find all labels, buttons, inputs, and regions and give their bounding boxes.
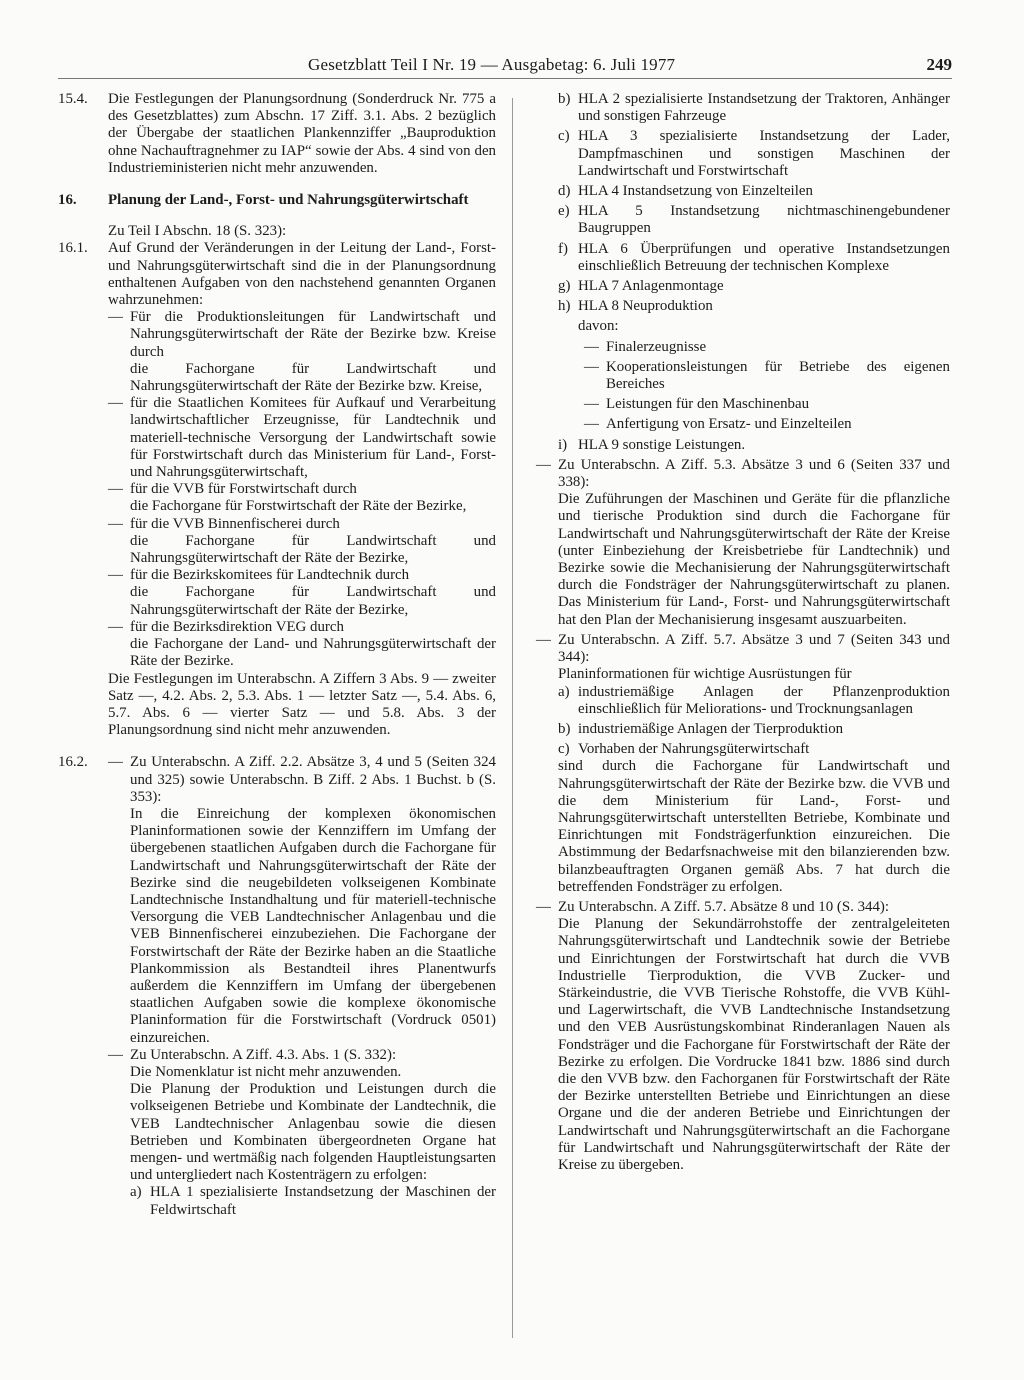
list-item	[108, 309, 496, 395]
list-item-text: die Fachorgane für Landwirtschaft und Nahrungsgüterwirtschaft der Räte der Bezirke,	[130, 532, 496, 567]
list-item-text: Die Planung der Produktion und Leistungen durch die volkseigenen Betriebe und Kombinate der Landtechnik, die VEB Landtechnischer Anlagenbau sowie die diesen Betrieben und Kombinaten übergeordneten Organe hat mengen- und wertmäßig nach folgenden Hauptleistungsarten und untergliedert nach Kostenträgern zu erfolgen:	[130, 1081, 496, 1184]
item-label: f)	[558, 240, 568, 257]
dash-marker: —	[536, 631, 551, 648]
dash-marker: —	[108, 309, 123, 326]
item-label: g)	[558, 278, 571, 295]
hla-item	[558, 278, 950, 295]
section-reference: Zu Teil I Abschn. 18 (S. 323):	[108, 223, 287, 240]
item-text: HLA 8 Neuproduktion	[578, 298, 713, 315]
item-text: HLA 5 Instandsetzung nichtmaschinengebundener Baugruppen	[578, 203, 950, 237]
item-label: d)	[558, 183, 571, 200]
davon-item-text: Finalerzeugnisse	[606, 338, 707, 355]
list-item	[108, 1047, 496, 1219]
left-column	[58, 91, 496, 1219]
list-item-text: die Fachorgane für Landwirtschaft und Nahrungsgüterwirtschaft der Räte der Bezirke bzw. Kreise,	[130, 360, 496, 395]
dash-marker: —	[108, 567, 123, 584]
section-number: 16.	[58, 192, 77, 209]
hla-item	[558, 183, 950, 200]
equipment-item	[558, 684, 950, 718]
list-item-text: die Fachorgane für Forstwirtschaft der Räte der Bezirke,	[130, 498, 467, 515]
section-intro: Auf Grund der Veränderungen in der Leitung der Land-, Forst- und Nahrungsgüterwirtschaft sind die in der Planungsordnung enthaltenen Aufgaben von den nachstehend genannten Organen wahrzunehmen:	[108, 240, 496, 309]
davon-item	[578, 339, 950, 356]
right-column	[536, 91, 950, 1174]
page-number: 249	[926, 55, 952, 74]
list-item	[108, 567, 496, 619]
list-item-text: für die Bezirkskomitees für Landtechnik durch	[130, 567, 410, 584]
list-item	[108, 619, 496, 671]
list-item-heading: Zu Unterabschn. A Ziff. 5.3. Absätze 3 und 6 (Seiten 337 und 338):	[558, 456, 950, 491]
dash-marker: —	[536, 898, 551, 915]
dash-marker: —	[108, 1046, 123, 1063]
davon-item-text: Anfertigung von Ersatz- und Einzelteilen	[606, 416, 852, 433]
dash-marker: —	[584, 416, 599, 433]
list-item-text: Planinformationen für wichtige Ausrüstungen für	[558, 666, 852, 683]
section-closing: Die Festlegungen im Unterabschn. A Ziffern 3 Abs. 9 — zweiter Satz —, 4.2. Abs. 2, 5.3. Abs. 1 — letzter Satz —, 5.4. Abs. 6, 5.7. Abs. 6 — vierter Satz — und 5.8. Abs. 3 der Planungsordnung sind nicht mehr anzuwenden.	[108, 670, 496, 739]
header-title: Gesetzblatt Teil I Nr. 19 — Ausgabetag: 6. Juli 1977	[308, 55, 676, 74]
item-text: Vorhaben der Nahrungsgüterwirtschaft	[578, 741, 810, 758]
list-item-text: sind durch die Fachorgane für Landwirtschaft und Nahrungsgüterwirtschaft der Räte der Bezirke bzw. die VVB und die dem Ministerium für Land-, Forst- und Nahrungsgüterwirtschaft unterstellten Betriebe, Kombinate und Einrichtungen mit Fondsträgerfunktion einzureichen. Die Abstimmung der Bedarfsnachweise mit den bilanzierenden bzw. bilanzbeauftragten Organen gemäß Abs. 7 hat durch die betreffenden Fondsträger zu erfolgen.	[558, 758, 950, 895]
hla-item	[558, 241, 950, 275]
dash-marker: —	[108, 515, 123, 532]
item-text: HLA 9 sonstige Leistungen.	[578, 436, 746, 453]
item-text: industriemäßige Anlagen der Pflanzenproduktion einschließlich für Meliorations- und Trocknungsanlagen	[578, 683, 950, 717]
list-item-text: Für die Produktionsleitungen für Landwirtschaft und Nahrungsgüterwirtschaft der Räte der Bezirke bzw. Kreise durch	[130, 309, 496, 360]
davon-item	[578, 359, 950, 393]
dash-marker: —	[584, 358, 599, 375]
dash-marker: —	[108, 395, 123, 412]
hla-item	[558, 203, 950, 237]
list-item	[108, 754, 496, 1046]
item-label: c)	[558, 128, 570, 145]
davon-item-text: Kooperationsleistungen für Betriebe des eigenen Bereiches	[606, 358, 950, 393]
davon-item	[578, 396, 950, 413]
column-divider	[512, 98, 513, 1338]
list-item-text: für die Staatlichen Komitees für Aufkauf und Verarbeitung landwirtschaftlicher Erzeugnisse, für Landtechnik und materiell-technische Versorgung der Landwirtschaft sowie für Forstwirtschaft durch das Ministerium für Land-, Forst- und Nahrungsgüterwirtschaft,	[130, 395, 496, 481]
item-text: HLA 6 Überprüfungen und operative Instandsetzungen einschließlich Betreuung der technischen Komplexe	[578, 240, 950, 274]
page-header	[58, 54, 952, 79]
list-item-heading: Zu Unterabschn. A Ziff. 2.2. Absätze 3, 4 und 5 (Seiten 324 und 325) sowie Unterabschn. B Ziff. 2 Abs. 1 Buchst. b (S. 353):	[130, 754, 496, 805]
dash-marker: —	[108, 618, 123, 635]
list-item-text: für die VVB Binnenfischerei durch	[130, 515, 340, 532]
dash-marker: —	[536, 456, 551, 473]
list-item-text: Die Nomenklatur ist nicht mehr anzuwenden.	[130, 1063, 402, 1080]
list-item	[536, 632, 950, 896]
item-label: a)	[130, 1184, 142, 1201]
section-15-4	[58, 91, 496, 177]
davon-label: davon:	[578, 318, 619, 335]
dash-marker: —	[108, 481, 123, 498]
davon-item-text: Leistungen für den Maschinenbau	[606, 396, 810, 413]
item-label: c)	[558, 741, 570, 758]
section-text: Die Festlegungen der Planungsordnung (Sonderdruck Nr. 775 a des Gesetzblattes) zum Abschn. 17 Ziff. 3.1. Abs. 2 bezüglich der Übergabe der staatlichen Plankennziffer „Bauproduktion ohne Nachauftragnehmer zu IAP“ sowie der Abs. 4 sind von den Industrieministerien nicht mehr anzuwenden.	[108, 91, 496, 176]
list-item	[108, 481, 496, 515]
list-item-heading: Zu Unterabschn. A Ziff. 5.7. Absätze 3 und 7 (Seiten 343 und 344):	[558, 631, 950, 666]
list-item	[108, 516, 496, 568]
item-text: HLA 3 spezialisierte Instandsetzung der Lader, Dampfmaschinen und sonstigen Maschinen der Landwirtschaft und Forstwirtschaft	[578, 128, 950, 179]
section-heading: Planung der Land-, Forst- und Nahrungsgüterwirtschaft	[108, 192, 469, 209]
section-16	[58, 192, 496, 240]
item-text: HLA 1 spezialisierte Instandsetzung der Maschinen der Feldwirtschaft	[150, 1184, 496, 1218]
section-number: 16.2.	[58, 754, 88, 771]
item-label: e)	[558, 203, 570, 220]
equipment-item	[558, 741, 950, 758]
hla-item	[130, 1184, 496, 1218]
section-16-2	[58, 754, 496, 1218]
item-label: b)	[558, 91, 571, 107]
list-item	[536, 457, 950, 629]
dash-marker: —	[108, 754, 123, 771]
list-item-text: die Fachorgane für Landwirtschaft und Nahrungsgüterwirtschaft der Räte der Bezirke,	[130, 584, 496, 618]
section-number: 16.1.	[58, 240, 88, 257]
item-text: HLA 4 Instandsetzung von Einzelteilen	[578, 183, 813, 200]
list-item	[108, 395, 496, 481]
item-label: i)	[558, 436, 568, 453]
section-number: 15.4.	[58, 91, 88, 107]
item-text: industriemäßige Anlagen der Tierproduktion	[578, 720, 844, 737]
item-label: a)	[558, 683, 570, 700]
list-item-heading: Zu Unterabschn. A Ziff. 4.3. Abs. 1 (S. 332):	[130, 1046, 397, 1063]
section-16-1	[58, 240, 496, 739]
dash-marker: —	[584, 396, 599, 413]
item-text: HLA 7 Anlagenmontage	[578, 278, 724, 295]
davon-item	[578, 416, 950, 433]
list-item	[536, 899, 950, 1174]
list-item-heading: Zu Unterabschn. A Ziff. 5.7. Absätze 8 und 10 (S. 344):	[558, 898, 889, 915]
list-item-text: In die Einreichung der komplexen ökonomischen Planinformationen sowie der Kennziffern im Umfang der übergebenen staatlichen Aufgaben durch die Fachorgane für Landwirtschaft und Nahrungsgüterwirtschaft der Räte der Bezirke sind die neugebildeten volkseigenen Kombinate Landtechnische Instandhaltung und für materiell-technische Versorgung die VEB Landtechnischer Anlagenbau und die VEB Binnenfischerei einzubeziehen. Die Fachorgane der Forstwirtschaft der Räte der Bezirke haben an die Staatliche Plankommission als Bestandteil ihres Planentwurfs außerdem die Kennziffern im Umfang der übergebenen staatlichen Aufgaben sowie die komplexe ökonomische Planinformation für die Forstwirtschaft (Vordruck 0501) einzureichen.	[130, 805, 496, 1046]
list-item-text: für die VVB für Forstwirtschaft durch	[130, 481, 357, 498]
item-label: h)	[558, 298, 571, 315]
hla-item	[558, 298, 950, 315]
list-item-text: für die Bezirksdirektion VEG durch	[130, 618, 344, 635]
list-item-text: Die Planung der Sekundärrohstoffe der zentralgeleiteten Nahrungsgüterwirtschaft und Landtechnik sowie der Betriebe und Einrichtungen der Forstwirtschaft hat durch die VVB Industrielle Tierproduktion, die VVB Zucker- und Stärkeindustrie, die VVB Tierische Rohstoffe, die VVB Kühl- und Lagerwirtschaft, die VVB Landtechnische Instandsetzung und den VEB Ausrüstungskombinat Rinderanlagen Nauen als Fondsträger und die Fachorgane für Forstwirtschaft der Räte der Bezirke zu erfolgen. Die Vordrucke 1841 bzw. 1886 sind durch die den VVB bzw. den Fachorganen für Forstwirtschaft der Räte der Bezirke unterstellten Betriebe und Einrichtungen an diese Organe und die der anderen Betriebe und Einrichtungen der Landwirtschaft und Nahrungsgüterwirtschaft an die Fachorgane für Landwirtschaft und Nahrungsgüterwirtschaft der Räte der Kreise zu übergeben.	[558, 916, 950, 1173]
dash-marker: —	[584, 338, 599, 355]
list-item-text: die Fachorgane der Land- und Nahrungsgüterwirtschaft der Räte der Bezirke.	[130, 636, 496, 670]
item-label: b)	[558, 720, 571, 737]
hla-item	[558, 437, 950, 454]
item-text: HLA 2 spezialisierte Instandsetzung der Traktoren, Anhänger und sonstigen Fahrzeuge	[578, 91, 950, 125]
list-item-text: Die Zuführungen der Maschinen und Geräte für die pflanzliche und tierische Produktion sind durch die Fachorgane für Landwirtschaft und Nahrungsgüterwirtschaft der Räte der Kreise (unter Einbeziehung der Kreisbetriebe für Landtechnik) und Bezirke sowie die Mechanisierung der Nahrungsgüterwirtschaft durch die Fondsträger der Nahrungsgüterwirtschaft zu planen. Das Ministerium für Land-, Forst- und Nahrungsgüterwirtschaft hat den Plan der Mechanisierung insgesamt auszuarbeiten.	[558, 491, 950, 628]
hla-item	[558, 91, 950, 125]
equipment-item	[558, 721, 950, 738]
hla-item	[558, 128, 950, 180]
